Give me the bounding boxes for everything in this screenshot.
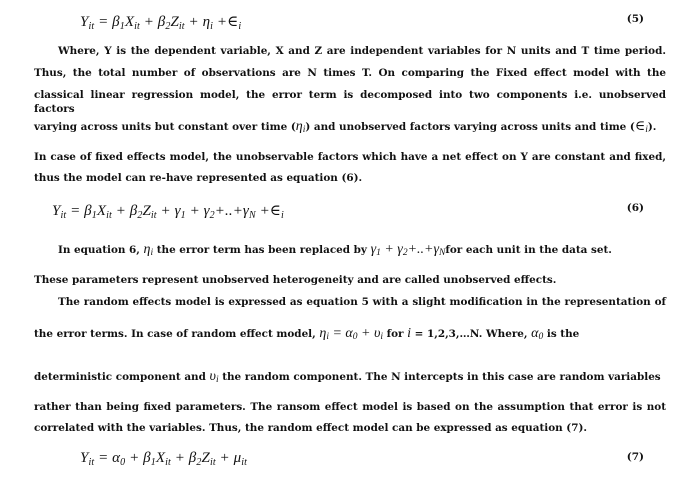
paragraph-1-line-3: classical linear regression model, the error term is decomposed into two components i.e. unobserved factors bbox=[34, 89, 666, 115]
text-segment: the error terms. In case of random effect model, bbox=[34, 328, 320, 340]
upsilon-symbol: $\upsilon_i$ bbox=[209, 369, 219, 385]
text-segment: the error term has been replaced by bbox=[153, 244, 371, 256]
text-segment: In equation 6, bbox=[58, 244, 144, 256]
equation-6 bbox=[0, 201, 700, 223]
epsilon-symbol: $\in_i$ bbox=[634, 119, 648, 135]
text-segment: ) and unobserved factors varying across units and time ( bbox=[305, 121, 635, 133]
text-segment: = 1,2,3,…N. Where, bbox=[411, 328, 532, 340]
equation-7-expression: $Y_{it} = \alpha_0 + \beta_1X_{it} + \beta_2Z_{it} + \mu_{it}$ bbox=[80, 450, 248, 468]
paragraph-4-line-5: correlated with the variables. Thus, the random effect model can be expressed as equation (7). bbox=[34, 422, 587, 434]
equation-7 bbox=[0, 450, 700, 472]
text-segment: is the bbox=[543, 328, 580, 340]
paragraph-2-line-2: thus the model can re-have represented as equation (6). bbox=[34, 172, 363, 184]
equation-6-expression: $Y_{it} = \beta_1X_{it} + \beta_2Z_{it} + \gamma_1 + \gamma_2+..+\gamma_N$ $+\in_i$ bbox=[52, 203, 284, 221]
paragraph-1-line-1: Where, Y is the dependent variable, X and Z are independent variables for N units and T time period. bbox=[58, 45, 666, 57]
paragraph-4-line-2 bbox=[34, 327, 666, 344]
text-segment: ). bbox=[647, 121, 657, 133]
gamma-sum: $\gamma_1 + \gamma_2+..+\gamma_N$ bbox=[370, 242, 446, 258]
text-segment: for bbox=[383, 328, 408, 340]
equation-5-number: (5) bbox=[626, 13, 644, 25]
paragraph-4-line-1: The random effects model is expressed as equation 5 with a slight modification in the representation of bbox=[58, 296, 666, 308]
paragraph-4-line-3 bbox=[34, 370, 666, 387]
alpha-symbol: $\alpha_0$ bbox=[531, 326, 544, 342]
paragraph-1-line-2: Thus, the total number of observations are N times T. On comparing the Fixed effect model with the bbox=[34, 67, 666, 79]
text-segment: the random component. The N intercepts in this case are random variables bbox=[218, 371, 661, 383]
paragraph-1-line-4 bbox=[34, 120, 666, 137]
eta-symbol: $\eta_i$ bbox=[295, 119, 306, 135]
paragraph-4-line-4: rather than being fixed parameters. The ransom effect model is based on the assumption that error is not bbox=[34, 401, 666, 413]
text-segment: varying across units but constant over time ( bbox=[34, 121, 296, 133]
eta-alpha-upsilon: $\eta_i = \alpha_0 + \upsilon_i$ bbox=[319, 326, 384, 342]
equation-7-number: (7) bbox=[626, 451, 644, 463]
equation-6-number: (6) bbox=[626, 202, 644, 214]
paragraph-3-line-1 bbox=[58, 243, 690, 260]
equation-5 bbox=[0, 12, 700, 34]
equation-5-expression: $Y_{it} = \beta_1X_{it} + \beta_2Z_{it} + \eta_i$ $+\in_i$ bbox=[80, 14, 242, 32]
paragraph-3-line-2: These parameters represent unobserved heterogeneity and are called unobserved effects. bbox=[34, 274, 557, 286]
eta-symbol: $\eta_i$ bbox=[143, 242, 154, 258]
text-segment: for each unit in the data set. bbox=[445, 244, 612, 256]
text-segment: deterministic component and bbox=[34, 371, 210, 383]
i-symbol: i bbox=[407, 326, 412, 341]
paragraph-2-line-1: In case of fixed effects model, the unobservable factors which have a net effect on Y are constant and fixed, bbox=[34, 151, 666, 163]
